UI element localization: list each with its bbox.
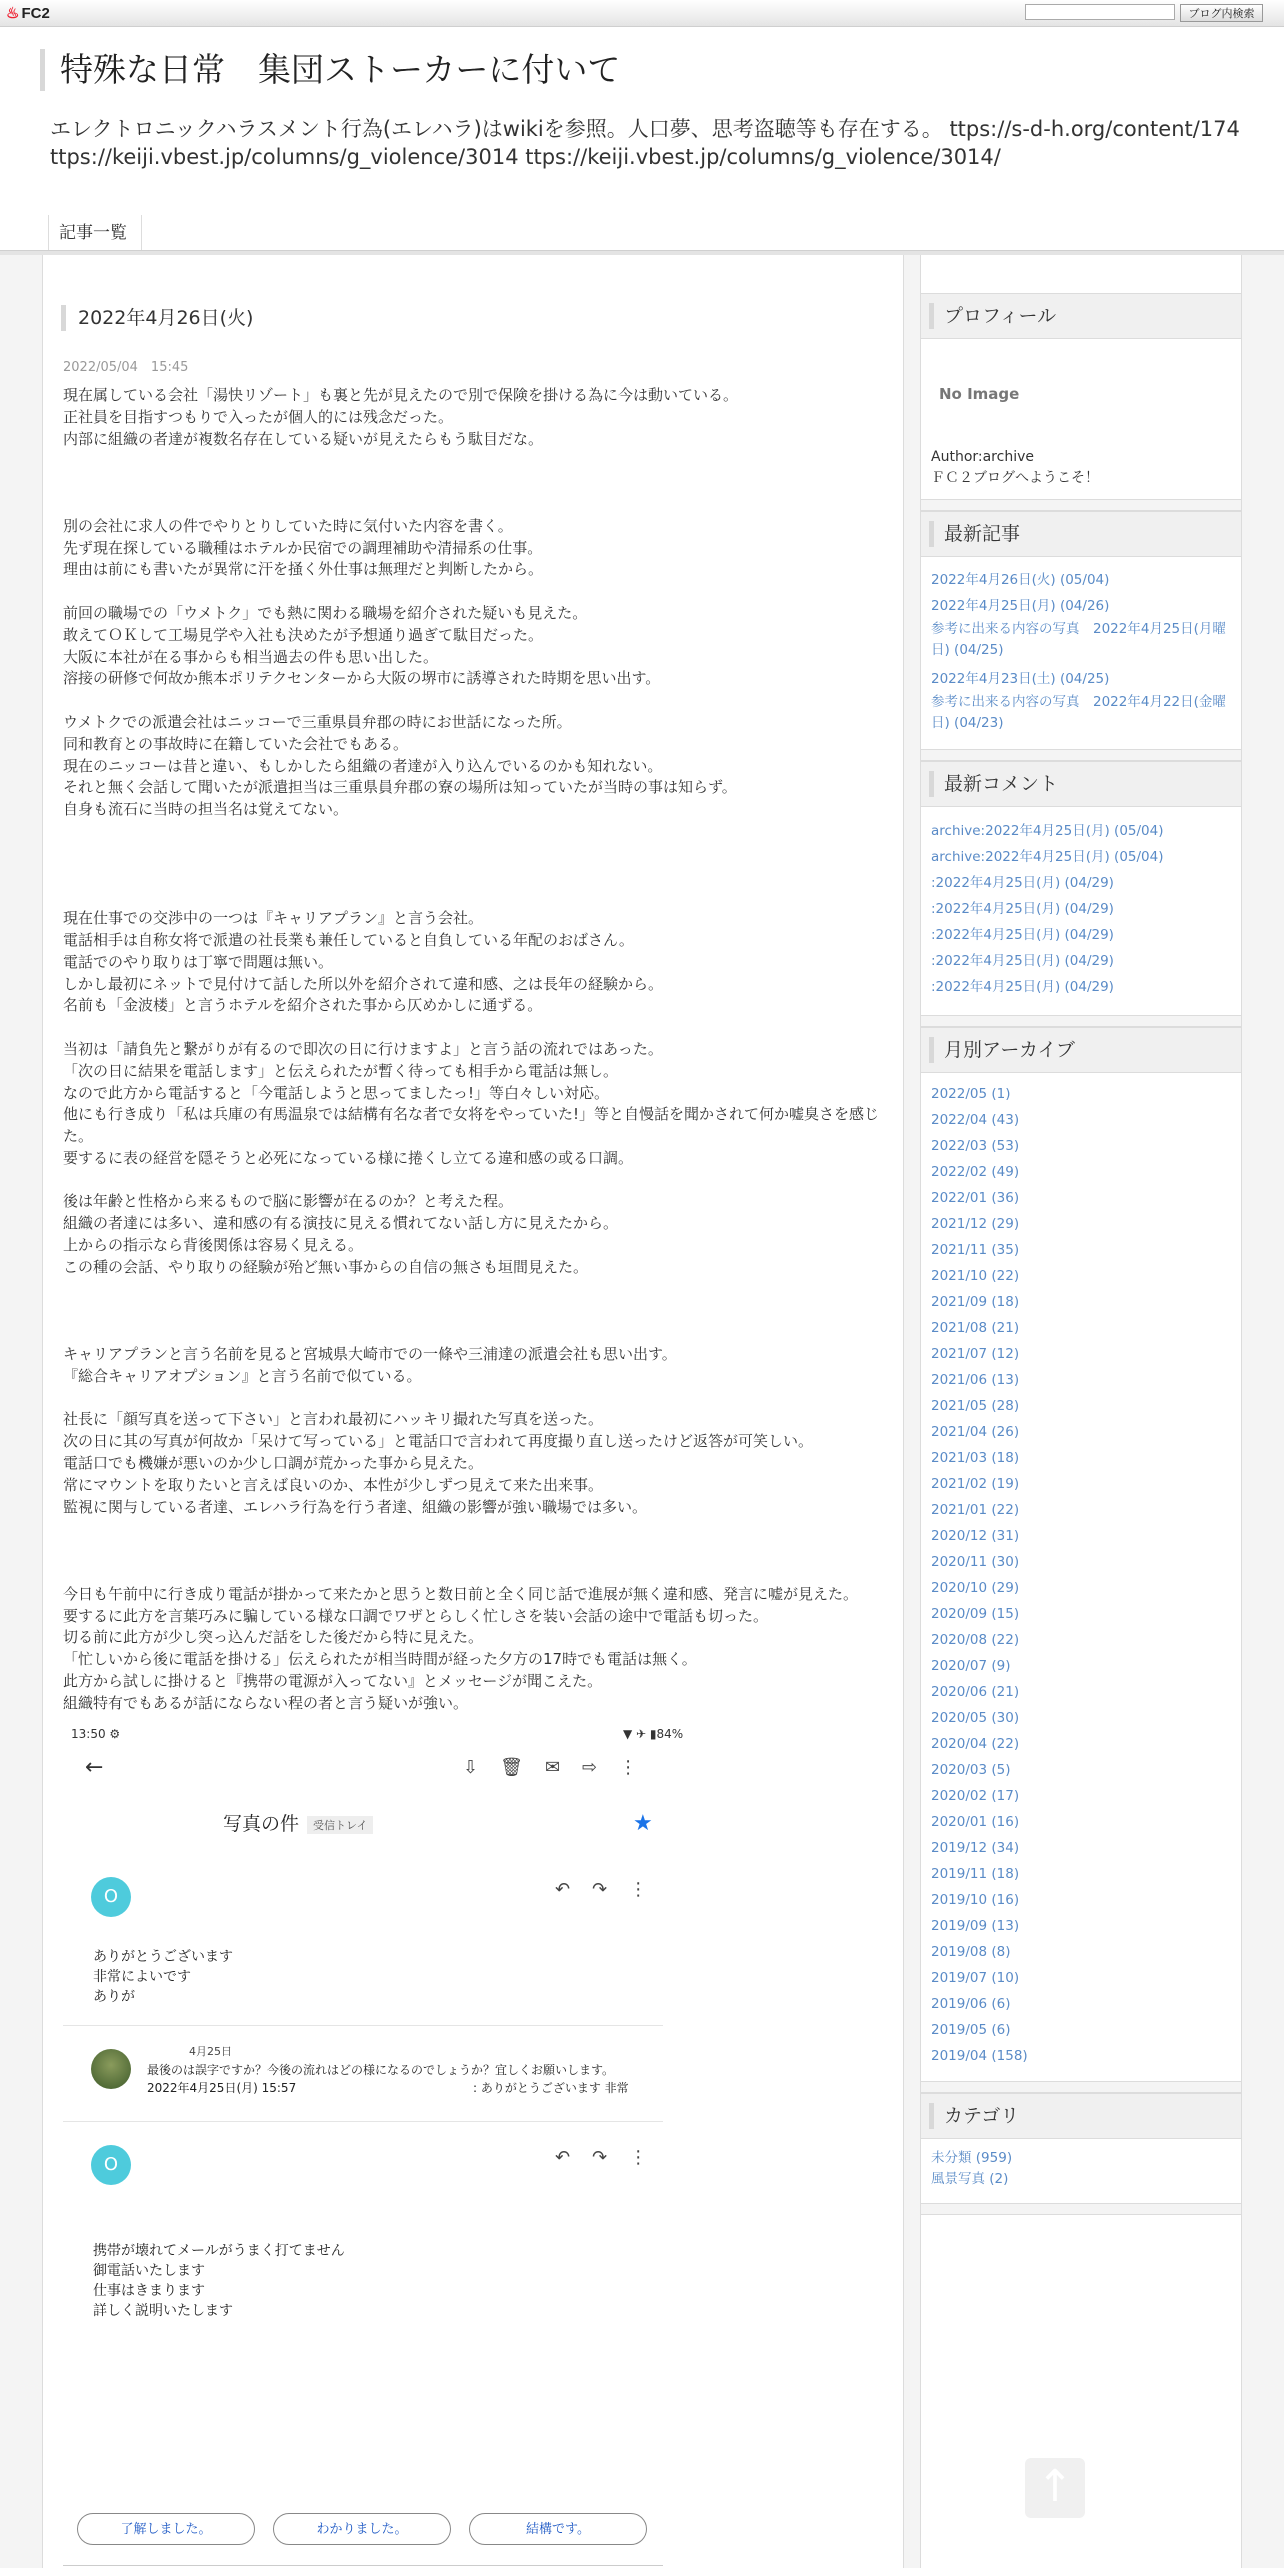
archives-item[interactable]: 2020/03 (5) xyxy=(931,1762,1011,1778)
nav-article-list[interactable]: 記事一覧 xyxy=(48,215,142,251)
sidebar-separator xyxy=(921,2203,1241,2215)
archives-item[interactable]: 2020/01 (16) xyxy=(931,1814,1020,1830)
profile-heading: プロフィール xyxy=(929,303,1056,329)
archives-item[interactable]: 2021/09 (18) xyxy=(931,1294,1020,1310)
forward-icon: ↷ xyxy=(592,2147,608,2168)
mail-icon: ✉ xyxy=(544,1757,561,1778)
archives-item[interactable]: 2021/07 (12) xyxy=(931,1346,1020,1362)
recent-comments-heading-bar xyxy=(921,761,1241,807)
archive-icon: ⇩ xyxy=(463,1757,479,1778)
archives-heading: 月別アーカイブ xyxy=(929,1037,1075,1063)
entry-paragraph xyxy=(63,1300,893,1322)
quick-reply-2: わかりました。 xyxy=(273,2513,451,2545)
phone-status-time: 13:50 ⚙ xyxy=(71,1727,121,1741)
recent-comments-item[interactable]: :2022年4月25日(月) (04/29) xyxy=(931,979,1114,995)
reply-snippet: 最後のは誤字ですか？今後の流れはどの様になるのでしょうか？宜しくお願いします。 xyxy=(147,2063,615,2077)
fc2-toolbar xyxy=(0,0,1284,27)
message-actions-2 xyxy=(555,2147,669,2168)
categories-item[interactable]: 未分類 (959) xyxy=(931,2150,1013,2166)
archives-list xyxy=(931,1081,1231,2069)
message-divider xyxy=(63,2121,663,2122)
recent-comments-item[interactable]: archive:2022年4月25日(月) (05/04) xyxy=(931,849,1164,865)
archives-item[interactable]: 2020/06 (21) xyxy=(931,1684,1020,1700)
message-1-body: ありがとうございます 非常によいです ありが xyxy=(93,1949,233,2005)
categories-item[interactable]: 風景写真 (2) xyxy=(931,2171,1009,2187)
sidebar-separator xyxy=(921,2081,1241,2093)
archives-item[interactable]: 2021/02 (19) xyxy=(931,1476,1020,1492)
reply-avatar-photo xyxy=(91,2049,131,2089)
entry-paragraph: 前回の職場での「ウメトク」でも熱に関わる職場を紹介された疑いも見えた。 敢えてＯＫして工場見学や入社も決めたが予想通り過ぎて駄目だった。 大阪に本社が在る事からも相当過去の件も思い出した。 溶接の研修で何故か熊本ポリテクセンターから大阪の堺市に誘導された時期を思い出す。 xyxy=(63,603,661,688)
quick-reply-1: 了解しました。 xyxy=(77,2513,255,2545)
archives-item[interactable]: 2021/08 (21) xyxy=(931,1320,1020,1336)
archives-item[interactable]: 2019/09 (13) xyxy=(931,1918,1020,1934)
message-2-body: 携帯が壊れてメールがうまく打てません 御電話いたします 仕事はきまります 詳しく説明いたします xyxy=(93,2243,345,2319)
blog-search-input[interactable] xyxy=(1025,4,1175,20)
archives-item[interactable]: 2020/09 (15) xyxy=(931,1606,1020,1622)
entry-paragraph: 現在仕事での交渉中の一つは『キャリアプラン』と言う会社。 電話相手は自称女将で派遣の社長業も兼任していると自負している年配のおばさん。 電話でのやり取りは丁寧で問題は無い。 しかし最初にネットで見付けて話した所以外を紹介されて違和感、之は長年の経験から。 名前も「金波楼」と言うホテルを紹介された事から仄めかしに通ずる。 xyxy=(63,909,664,1015)
archives-item[interactable]: 2019/08 (8) xyxy=(931,1944,1011,1960)
blog-header xyxy=(0,27,1284,252)
archives-item[interactable]: 2019/07 (10) xyxy=(931,1970,1020,1986)
archives-item[interactable]: 2019/12 (34) xyxy=(931,1840,1020,1856)
move-icon: ⇨ xyxy=(582,1757,598,1778)
entry-paragraph: キャリアプランと言う名前を見ると宮城県大崎市での一條や三浦達の派遣会社も思い出す。 『総合キャリアオプション』と言う名前で似ている。 xyxy=(63,1345,677,1385)
blog-search-button[interactable]: ブログ内検索 xyxy=(1180,4,1263,22)
sender-avatar: O xyxy=(91,1877,131,1917)
profile-no-image: No Image xyxy=(939,385,1020,403)
archives-item[interactable]: 2020/02 (17) xyxy=(931,1788,1020,1804)
recent-posts-list xyxy=(931,567,1231,739)
recent-posts-heading: 最新記事 xyxy=(929,521,1020,547)
email-toolbar xyxy=(463,1757,659,1778)
recent-posts-item[interactable]: 2022年4月23日(土) (04/25) xyxy=(931,671,1110,687)
categories-heading-bar xyxy=(921,2093,1241,2139)
recent-posts-item[interactable]: 参考に出来る内容の写真 2022年4月25日(月曜日) (04/25) xyxy=(931,621,1226,658)
archives-item[interactable]: 2021/11 (35) xyxy=(931,1242,1020,1258)
entry-paragraph: 今日も午前中に行き成り電話が掛かって来たかと思うと数日前と全く同じ話で進展が無く違和感、発言に嘘が見えた。 要するに此方を言葉巧みに騙している様な口調でワザとらしく忙しさを装い会話の途中で電話も切った。 切る前に此方が少し突っ込んだ話をした後だから特に見えた。 「忙しいから後に電話を掛ける」伝えられたが相当時間が経った夕方の17時でも電話は無く。 此方から試しに掛けると『携帯の電源が入ってない』とメッセージが聞こえた。 組織特有でもあるが話にならない程の者と言う疑いが強い。 xyxy=(63,1584,859,1712)
reply-date: 4月25日 xyxy=(189,2045,232,2058)
fc2-logo[interactable] xyxy=(6,4,50,22)
entry-paragraph xyxy=(63,1540,893,1562)
profile-heading-bar xyxy=(921,293,1241,339)
archives-item[interactable]: 2021/05 (28) xyxy=(931,1398,1020,1414)
sidebar xyxy=(920,255,1242,2568)
archives-item[interactable]: 2020/05 (30) xyxy=(931,1710,1020,1726)
recent-posts-item[interactable]: 2022年4月25日(月) (04/26) xyxy=(931,598,1110,614)
phone-bottom-rule xyxy=(63,2565,663,2566)
inbox-label: 受信トレイ xyxy=(307,1816,373,1834)
recent-posts-item[interactable]: 参考に出来る内容の写真 2022年4月22日(金曜日) (04/23) xyxy=(931,694,1226,731)
reply-meta: 2022年4月25日(月) 15:57 xyxy=(147,2081,297,2095)
archives-item[interactable]: 2020/04 (22) xyxy=(931,1736,1020,1752)
welcome-text: ＦＣ２ブログへようこそ！ xyxy=(931,470,1099,486)
archives-item[interactable]: 2020/10 (29) xyxy=(931,1580,1020,1596)
categories-heading: カテゴリ xyxy=(929,2103,1019,2129)
recent-comments-item[interactable]: :2022年4月25日(月) (04/29) xyxy=(931,875,1114,891)
recent-comments-item[interactable]: :2022年4月25日(月) (04/29) xyxy=(931,953,1114,969)
entry-paragraph: ウメトクでの派遣会社はニッコーで三重県員弁郡の時にお世話になった所。 同和教育との事故時に在籍していた会社でもある。 現在のニッコーは昔と違い、もしかしたら組織の者達が入り込んでいるのかも知れない。 それと無く会話して聞いたが派遣担当は三重県員弁郡の寮の場所は知っていたが当時の事は知らず。 自身も流石に当時の担当名は覚えてない。 xyxy=(63,712,737,819)
recent-comments-item[interactable]: archive:2022年4月25日(月) (05/04) xyxy=(931,823,1164,839)
archives-item[interactable]: 2020/07 (9) xyxy=(931,1658,1011,1674)
reply-quote: : ありがとうございます 非常 xyxy=(473,2081,629,2095)
sidebar-separator xyxy=(921,499,1241,511)
archives-item[interactable]: 2021/01 (22) xyxy=(931,1502,1020,1518)
archives-item[interactable]: 2020/12 (31) xyxy=(931,1528,1020,1544)
archives-item[interactable]: 2019/11 (18) xyxy=(931,1866,1020,1882)
categories-list xyxy=(931,2148,1231,2190)
message-divider xyxy=(63,2025,663,2026)
profile-author xyxy=(931,447,1099,489)
archives-item[interactable]: 2021/12 (29) xyxy=(931,1216,1020,1232)
reply-icon: ↶ xyxy=(555,2147,571,2168)
trash-icon: 🗑 xyxy=(500,1757,523,1778)
global-nav xyxy=(48,215,142,251)
entry-body xyxy=(63,385,893,1824)
archives-item[interactable]: 2020/11 (30) xyxy=(931,1554,1020,1570)
email-screenshot xyxy=(63,1727,703,2567)
recent-comments-item[interactable]: :2022年4月25日(月) (04/29) xyxy=(931,901,1114,917)
recent-posts-heading-bar xyxy=(921,511,1241,557)
sidebar-separator xyxy=(921,1015,1241,1027)
forward-icon: ↷ xyxy=(592,1879,608,1900)
sender-avatar: O xyxy=(91,2145,131,2185)
fc2-logo-text: FC2 xyxy=(21,5,50,22)
archives-item[interactable]: 2022/04 (43) xyxy=(931,1112,1020,1128)
quick-reply-3: 結構です。 xyxy=(469,2513,647,2545)
entry-paragraph: 現在属している会社「湯快リゾート」も裏と先が見えたので別で保険を掛ける為に今は動いている。 正社員を目指すつもりで入ったが個人的には残念だった。 内部に組織の者達が複数名存在している疑いが見えたらもう駄目だな。 xyxy=(63,386,739,448)
more-vert-icon: ⋮ xyxy=(619,1757,638,1778)
entry-date: 2022/05/04 15:45 xyxy=(63,360,189,375)
author-name: Author:archive xyxy=(931,449,1034,465)
archives-item[interactable]: 2021/03 (18) xyxy=(931,1450,1020,1466)
recent-comments-list xyxy=(931,818,1231,1000)
message-actions-1 xyxy=(555,1879,669,1900)
archives-item[interactable]: 2019/10 (16) xyxy=(931,1892,1020,1908)
archives-item[interactable]: 2022/02 (49) xyxy=(931,1164,1020,1180)
entry-paragraph xyxy=(63,843,893,887)
archives-item[interactable]: 2019/04 (158) xyxy=(931,2048,1028,2064)
archives-item[interactable]: 2022/01 (36) xyxy=(931,1190,1020,1206)
entry-paragraph: 社長に「顔写真を送って下さい」と言われ最初にハッキリ撮れた写真を送った。 次の日に其の写真が何故か「呆けて写っている」と電話口で言われて再度撮り直し送ったけど返答が可笑しい。 電話口でも機嫌が悪いのか少し口調が荒かった事から見えた。 常にマウントを取りたいと言えば良いのか、本性が少しずつ見えて来た出来事。 監視に関与している者達、エレハラ行為を行う者達、組織の影響が強い職場では多い。 xyxy=(63,1410,814,1516)
blog-description-line-2: ttps://keiji.vbest.jp/columns/g_violence/3014 ttps://keiji.vbest.jp/columns/g_violence/3014/ xyxy=(50,145,1001,169)
recent-posts-item[interactable]: 2022年4月26日(火) (05/04) xyxy=(931,572,1110,588)
archives-item[interactable]: 2021/06 (13) xyxy=(931,1372,1020,1388)
archives-item[interactable]: 2019/05 (6) xyxy=(931,2022,1011,2038)
archives-item[interactable]: 2021/04 (26) xyxy=(931,1424,1020,1440)
sidebar-separator xyxy=(921,749,1241,761)
fc2-logo-icon: ♨ xyxy=(6,5,20,22)
recent-comments-item[interactable]: :2022年4月25日(月) (04/29) xyxy=(931,927,1114,943)
entry-paragraph: 後は年齢と性格から来るもので脳に影響が在るのか？と考えた程。 組織の者達には多い、違和感の有る演技に見える慣れてない話し方に見えたから。 上からの指示なら背後関係は容易く見える。 この種の会話、やり取りの経験が殆ど無い事からの自信の無さも垣間見えた。 xyxy=(63,1192,619,1276)
blog-title[interactable]: 特殊な日常 集団ストーカーに付いて xyxy=(40,49,620,91)
settings-icon: ⚙ xyxy=(109,1727,121,1741)
phone-status-right: ▼ ✈ ▮84% xyxy=(623,1727,684,1741)
more-vert-icon: ⋮ xyxy=(629,2147,648,2168)
archives-item[interactable]: 2019/06 (6) xyxy=(931,1996,1011,2012)
archives-item[interactable]: 2021/10 (22) xyxy=(931,1268,1020,1284)
blog-description-line-1: エレクトロニックハラスメント行為(エレハラ)はwikiを参照。人口夢、思考盗聴等も存在する。 ttps://s-d-h.org/content/174 xyxy=(50,117,1240,141)
archives-item[interactable]: 2022/05 (1) xyxy=(931,1086,1011,1102)
arrow-left-icon: ← xyxy=(85,1755,104,1780)
arrow-up-icon[interactable]: ↑ xyxy=(1025,2458,1085,2518)
archives-heading-bar xyxy=(921,1027,1241,1073)
entry-title[interactable]: 2022年4月26日(火) xyxy=(61,305,253,331)
more-vert-icon: ⋮ xyxy=(629,1879,648,1900)
archives-item[interactable]: 2022/03 (53) xyxy=(931,1138,1020,1154)
entry-paragraph: 当初は「請負先と繋がりが有るので即次の日に行けますよ」と言う話の流れではあった。 「次の日に結果を電話します」と伝えられたが暫く待っても相手から電話は無し。 なので此方から電話すると「今電話しようと思ってましたっ!」等白々しい対応。 他にも行き成り「私は兵庫の有馬温泉では結構有名な者で女将をやっていた!」等と自慢話を聞かされて何か嘘臭さを感じた。 要するに表の経営を隠そうと必死になっている様に捲くし立てる違和感の或る口調。 xyxy=(63,1039,880,1167)
star-icon: ★ xyxy=(633,1811,653,1836)
entry-paragraph: 別の会社に求人の件でやりとりしていた時に気付いた内容を書く。 先ず現在探している職種はホテルか民宿での調理補助や清掃系の仕事。 理由は前にも書いたが異常に汗を掻く外仕事は無理だと判断したから。 xyxy=(63,516,544,579)
archives-item[interactable]: 2020/08 (22) xyxy=(931,1632,1020,1648)
recent-comments-heading: 最新コメント xyxy=(929,771,1058,797)
reply-icon: ↶ xyxy=(555,1879,571,1900)
blog-description xyxy=(50,115,1280,171)
main-column xyxy=(42,255,904,2568)
email-subject: 写真の件 受信トレイ xyxy=(223,1809,373,1836)
entry-paragraph xyxy=(63,472,893,494)
